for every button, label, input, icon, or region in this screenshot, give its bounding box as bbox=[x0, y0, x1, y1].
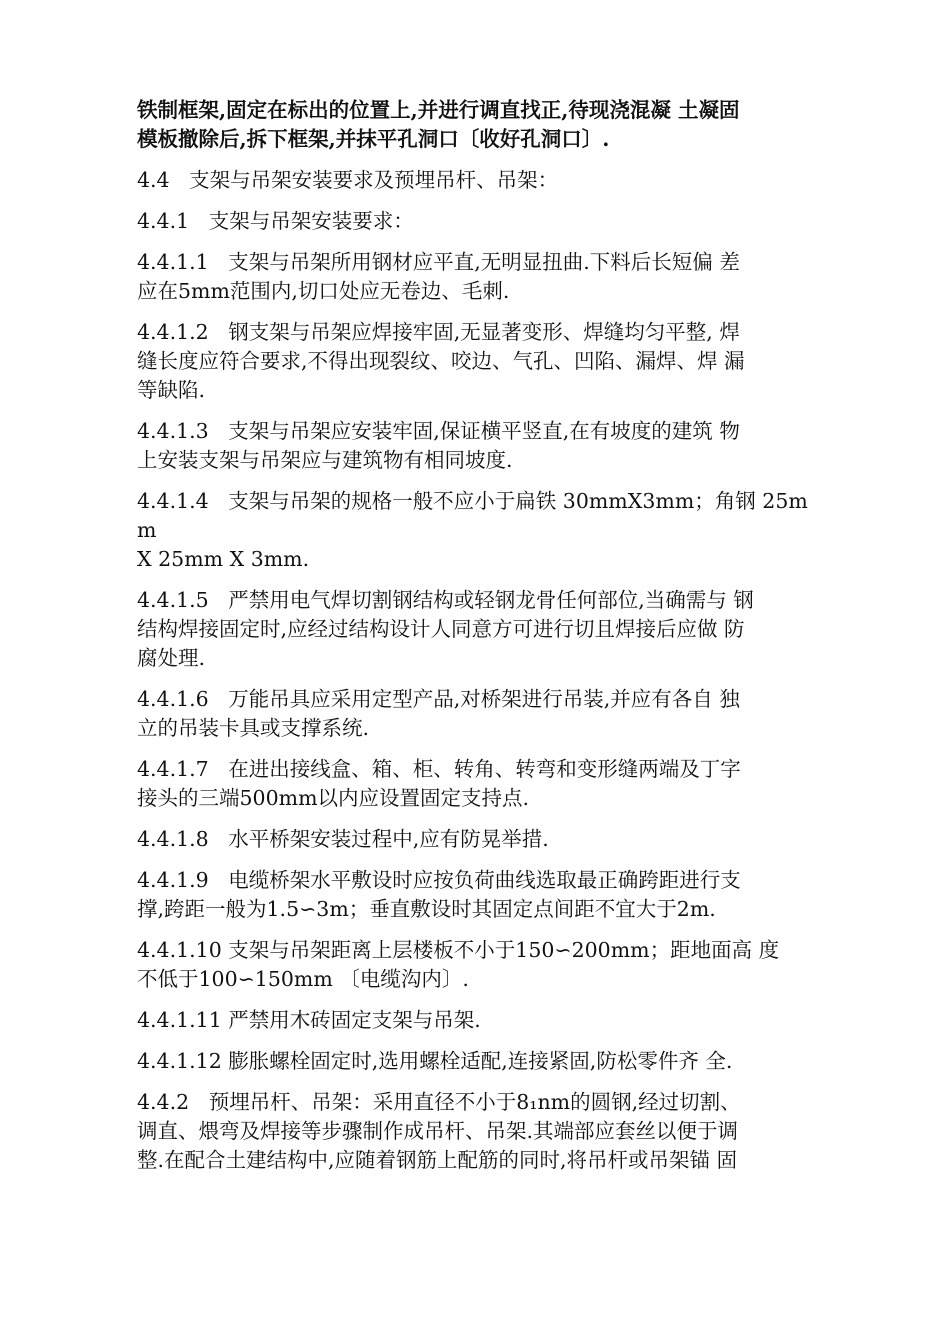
heading-4-4-1: 4.4.1 支架与吊架安装要求： bbox=[137, 209, 414, 233]
clause-4-4-1-10: 4.4.1.10 支架与吊架距离上层楼板不小于150∽200mm；距地面高 度 不低于100∽150mm 〔电缆沟内〕. bbox=[137, 938, 780, 991]
clause-4-4-1-4: 4.4.1.4 支架与吊架的规格一般不应小于扁铁 30mmX3mm；角钢 25mm X 25mm X 3mm. bbox=[137, 489, 808, 571]
clause-4-4-1-5: 4.4.1.5 严禁用电气焊切割钢结构或轻钢龙骨任何部位,当确需与 钢 结构焊接固定时,应经过结构设计人同意方可进行切且焊接后应做 防 腐处理. bbox=[137, 588, 754, 670]
clause-4-4-1-8: 4.4.1.8 水平桥架安装过程中,应有防晃举措. bbox=[137, 827, 549, 851]
clause-4-4-2: 4.4.2 预埋吊杆、吊架：采用直径不小于8₁nm的圆钢,经过切割、 调直、煨弯及焊接等步骤制作成吊杆、吊架.其端部应套丝以便于调 整.在配合土建结构中,应随着钢筋上配筋的同时,将吊杆或吊架锚 固 bbox=[137, 1090, 741, 1172]
clause-4-4-1-7: 4.4.1.7 在进出接线盒、箱、柜、转角、转弯和变形缝两端及丁字 接头的三端500mm以内应设置固定支持点. bbox=[137, 757, 741, 810]
clause-4-4-1-12: 4.4.1.12 膨胀螺栓固定时,选用螺栓适配,连接紧固,防松零件齐 全. bbox=[137, 1049, 733, 1073]
clause-4-4-1-1: 4.4.1.1 支架与吊架所用钢材应平直,无明显扭曲.下料后长短偏 差 应在5mm范围内,切口处应无卷边、毛刺. bbox=[137, 250, 740, 303]
clause-4-4-1-9: 4.4.1.9 电缆桥架水平敷设时应按负荷曲线选取最正确跨距进行支 撑,跨距一般为1.5∽3m；垂直敷设时其固定点间距不宜大于2m. bbox=[137, 868, 741, 921]
clause-4-4-1-6: 4.4.1.6 万能吊具应采用定型产品,对桥架进行吊装,并应有各自 独 立的吊装卡具或支撑系统. bbox=[137, 687, 740, 740]
document-page bbox=[137, 96, 813, 1187]
clause-4-4-1-3: 4.4.1.3 支架与吊架应安装牢固,保证横平竖直,在有坡度的建筑 物 上安装支架与吊架应与建筑物有相同坡度. bbox=[137, 419, 740, 472]
clause-4-4-1-2: 4.4.1.2 钢支架与吊架应焊接牢固,无显著变形、焊缝均匀平整, 焊 缝长度应符合要求,不得出现裂纹、咬边、气孔、凹陷、漏焊、焊 漏 等缺陷. bbox=[137, 320, 745, 402]
heading-4-4: 4.4 支架与吊架安装要求及预埋吊杆、吊架： bbox=[137, 168, 559, 192]
paragraph-frame-fixing: 铁制框架,固定在标出的位置上,并进行调直找正,待现浇混凝 土凝固 模板撤除后,拆下框架,并抹平孔洞口〔收好孔洞口〕. bbox=[137, 98, 740, 151]
clause-4-4-1-11: 4.4.1.11 严禁用木砖固定支架与吊架. bbox=[137, 1008, 481, 1032]
